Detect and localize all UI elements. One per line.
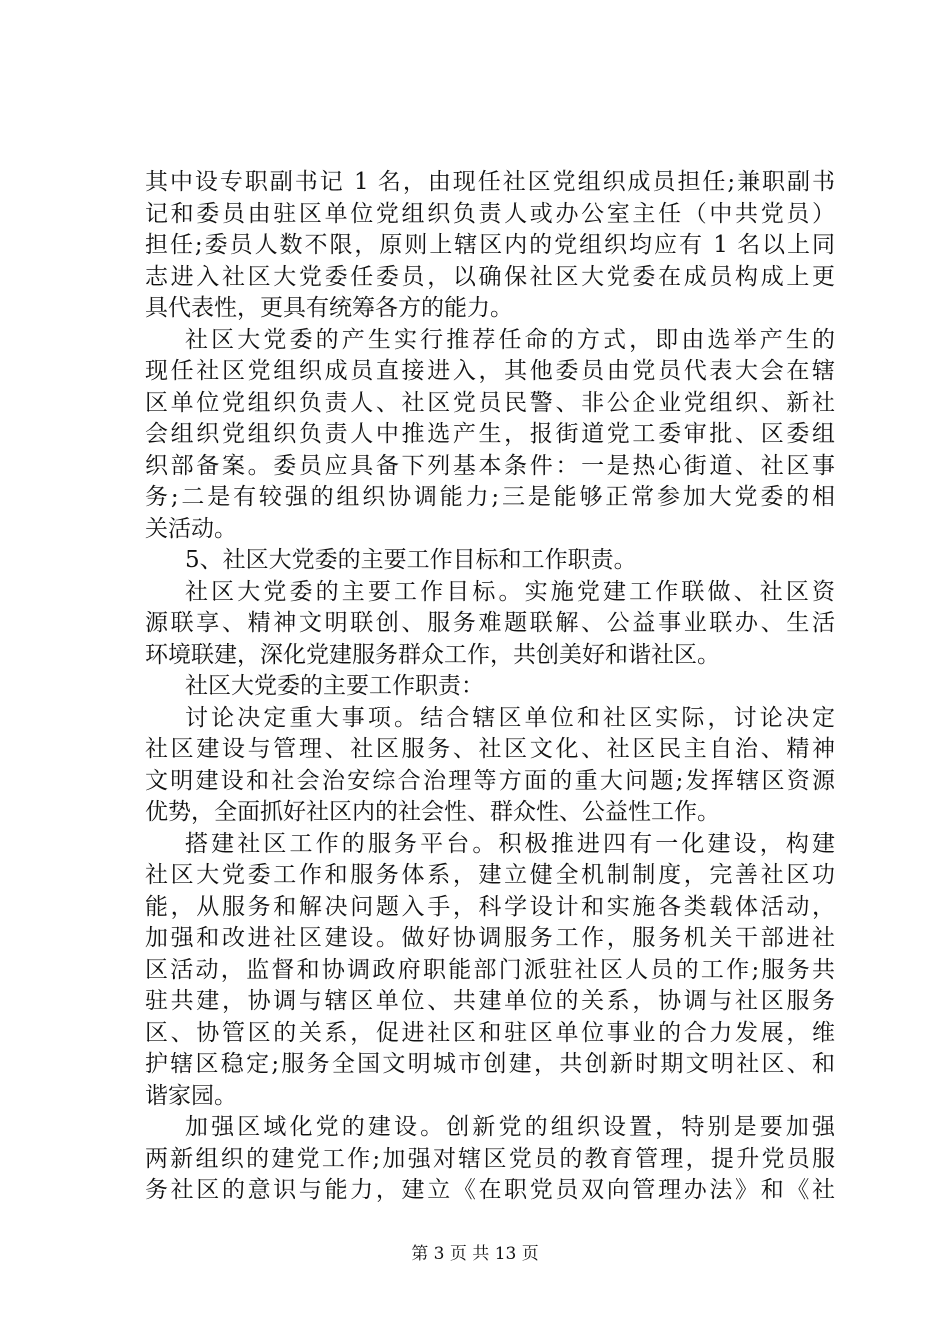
text-line: 社区大党委的主要工作职责： bbox=[185, 673, 484, 699]
text-line: 谐家园。 bbox=[145, 1082, 237, 1109]
page-footer: 第 3 页 共 13 页 bbox=[411, 1244, 539, 1264]
text-line: 志进入社区大党委任委员，以确保社区大党委在成员构成上更 bbox=[145, 263, 835, 290]
text-line: 优势，全面抓好社区内的社会性、群众性、公益性工作。 bbox=[145, 799, 720, 825]
document-body bbox=[145, 167, 835, 1207]
text-line: 社区大党委工作和服务体系，建立健全机制制度，完善社区功 bbox=[145, 862, 835, 888]
text-line: 现任社区党组织成员直接进入，其他委员由党员代表大会在辖 bbox=[145, 358, 835, 384]
text-line: 加强区域化党的建设。创新党的组织设置，特别是要加强 bbox=[185, 1114, 835, 1140]
text-line: 讨论决定重大事项。结合辖区单位和社区实际，讨论决定 bbox=[185, 704, 835, 731]
text-line: 能，从服务和解决问题入手，科学设计和实施各类载体活动， bbox=[145, 893, 835, 920]
text-line: 区活动，监督和协调政府职能部门派驻社区人员的工作;服务共 bbox=[145, 956, 835, 983]
text-line: 驻共建，协调与辖区单位、共建单位的关系，协调与社区服务 bbox=[145, 988, 835, 1014]
text-line: 关活动。 bbox=[145, 515, 237, 542]
text-line: 务;二是有较强的组织协调能力;三是能够正常参加大党委的相 bbox=[145, 484, 835, 510]
text-line: 文明建设和社会治安综合治理等方面的重大问题;发挥辖区资源 bbox=[145, 767, 835, 794]
text-line: 社区大党委的主要工作目标。实施党建工作联做、社区资 bbox=[185, 578, 835, 605]
text-line: 担任;委员人数不限，原则上辖区内的党组织均应有 1 名以上同 bbox=[145, 232, 835, 258]
text-line: 区单位党组织负责人、社区党员民警、非公企业党组织、新社 bbox=[145, 389, 835, 416]
text-line: 社区建设与管理、社区服务、社区文化、社区民主自治、精神 bbox=[145, 736, 835, 762]
text-line: 其中设专职副书记 1 名，由现任社区党组织成员担任;兼职副书 bbox=[145, 169, 835, 195]
text-line: 织部备案。委员应具备下列基本条件：一是热心街道、社区事 bbox=[145, 452, 835, 479]
text-line: 5、社区大党委的主要工作目标和工作职责。 bbox=[185, 547, 637, 573]
text-line: 加强和改进社区建设。做好协调服务工作，服务机关干部进社 bbox=[145, 925, 835, 951]
text-line: 会组织党组织负责人中推选产生，报街道党工委审批、区委组 bbox=[145, 421, 835, 447]
text-line: 源联享、精神文明联创、服务难题联解、公益事业联办、生活 bbox=[145, 610, 835, 636]
text-line: 务社区的意识与能力，建立《在职党员双向管理办法》和《社 bbox=[145, 1177, 835, 1203]
text-line: 两新组织的建党工作;加强对辖区党员的教育管理，提升党员服 bbox=[145, 1145, 835, 1172]
text-line: 护辖区稳定;服务全国文明城市创建，共创新时期文明社区、和 bbox=[145, 1051, 835, 1077]
text-line: 记和委员由驻区单位党组织负责人或办公室主任（中共党员） bbox=[145, 200, 835, 227]
text-line: 区、协管区的关系，促进社区和驻区单位事业的合力发展，维 bbox=[145, 1019, 835, 1046]
text-line: 社区大党委的产生实行推荐任命的方式，即由选举产生的 bbox=[185, 326, 835, 353]
text-line: 环境联建，深化党建服务群众工作，共创美好和谐社区。 bbox=[145, 641, 720, 668]
text-line: 搭建社区工作的服务平台。积极推进四有一化建设，构建 bbox=[185, 830, 835, 857]
text-line: 具代表性，更具有统筹各方的能力。 bbox=[145, 295, 513, 321]
